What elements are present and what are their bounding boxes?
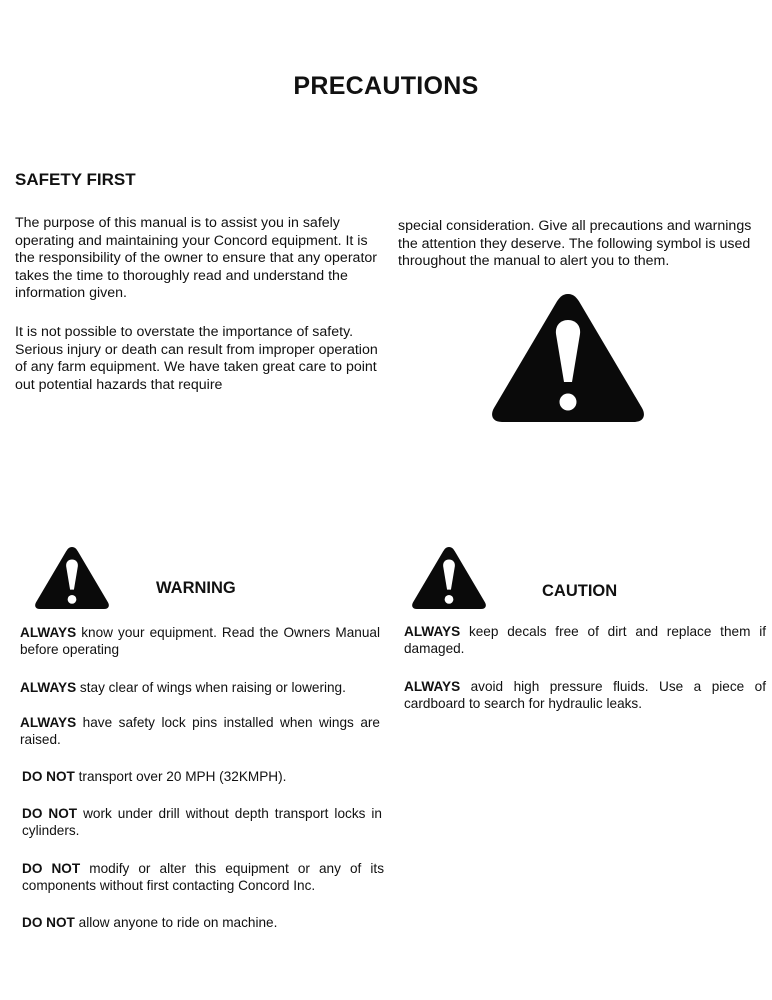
warning-item: ALWAYS stay clear of wings when raising or lowering. — [20, 680, 346, 695]
warning-item: DO NOT modify or alter this equipment or any of its components without first contacting Concord Inc. — [22, 861, 384, 893]
intro-paragraph-2: It is not possible to overstate the importance of safety. Serious injury or death can result from improper operation of any farm equipment. We have taken great care to point out potential hazards that require — [15, 324, 378, 393]
warning-item: ALWAYS have safety lock pins installed when wings are raised. — [20, 715, 380, 747]
intro-paragraph-1: The purpose of this manual is to assist you in safely operating and maintaining your Concord equipment. It is the responsibility of the owner to ensure that any operator takes the time to thoroughly read and understand the information given. — [15, 215, 377, 301]
caution-item: ALWAYS keep decals free of dirt and replace them if damaged. — [404, 624, 766, 656]
page-title: PRECAUTIONS — [293, 72, 479, 100]
caution-heading: CAUTION — [542, 582, 618, 600]
warning-item: ALWAYS know your equipment. Read the Owners Manual before operating — [20, 625, 380, 657]
intro-paragraph-3: special consideration. Give all precautions and warnings the attention they deserve. The following symbol is used throughout the manual to alert you to them. — [398, 218, 752, 269]
warning-item: DO NOT work under drill without depth transport locks in cylinders. — [22, 806, 382, 838]
warning-triangle-icon — [410, 545, 488, 611]
safety-first-heading: SAFETY FIRST — [15, 170, 136, 189]
warning-triangle-icon — [488, 290, 648, 426]
warning-item: DO NOT transport over 20 MPH (32KMPH). — [22, 769, 287, 784]
caution-item: ALWAYS avoid high pressure fluids. Use a piece of cardboard to search for hydraulic leaks. — [404, 679, 766, 711]
warning-triangle-icon — [33, 545, 111, 611]
warning-item: DO NOT allow anyone to ride on machine. — [22, 915, 278, 930]
warning-heading: WARNING — [156, 579, 236, 597]
